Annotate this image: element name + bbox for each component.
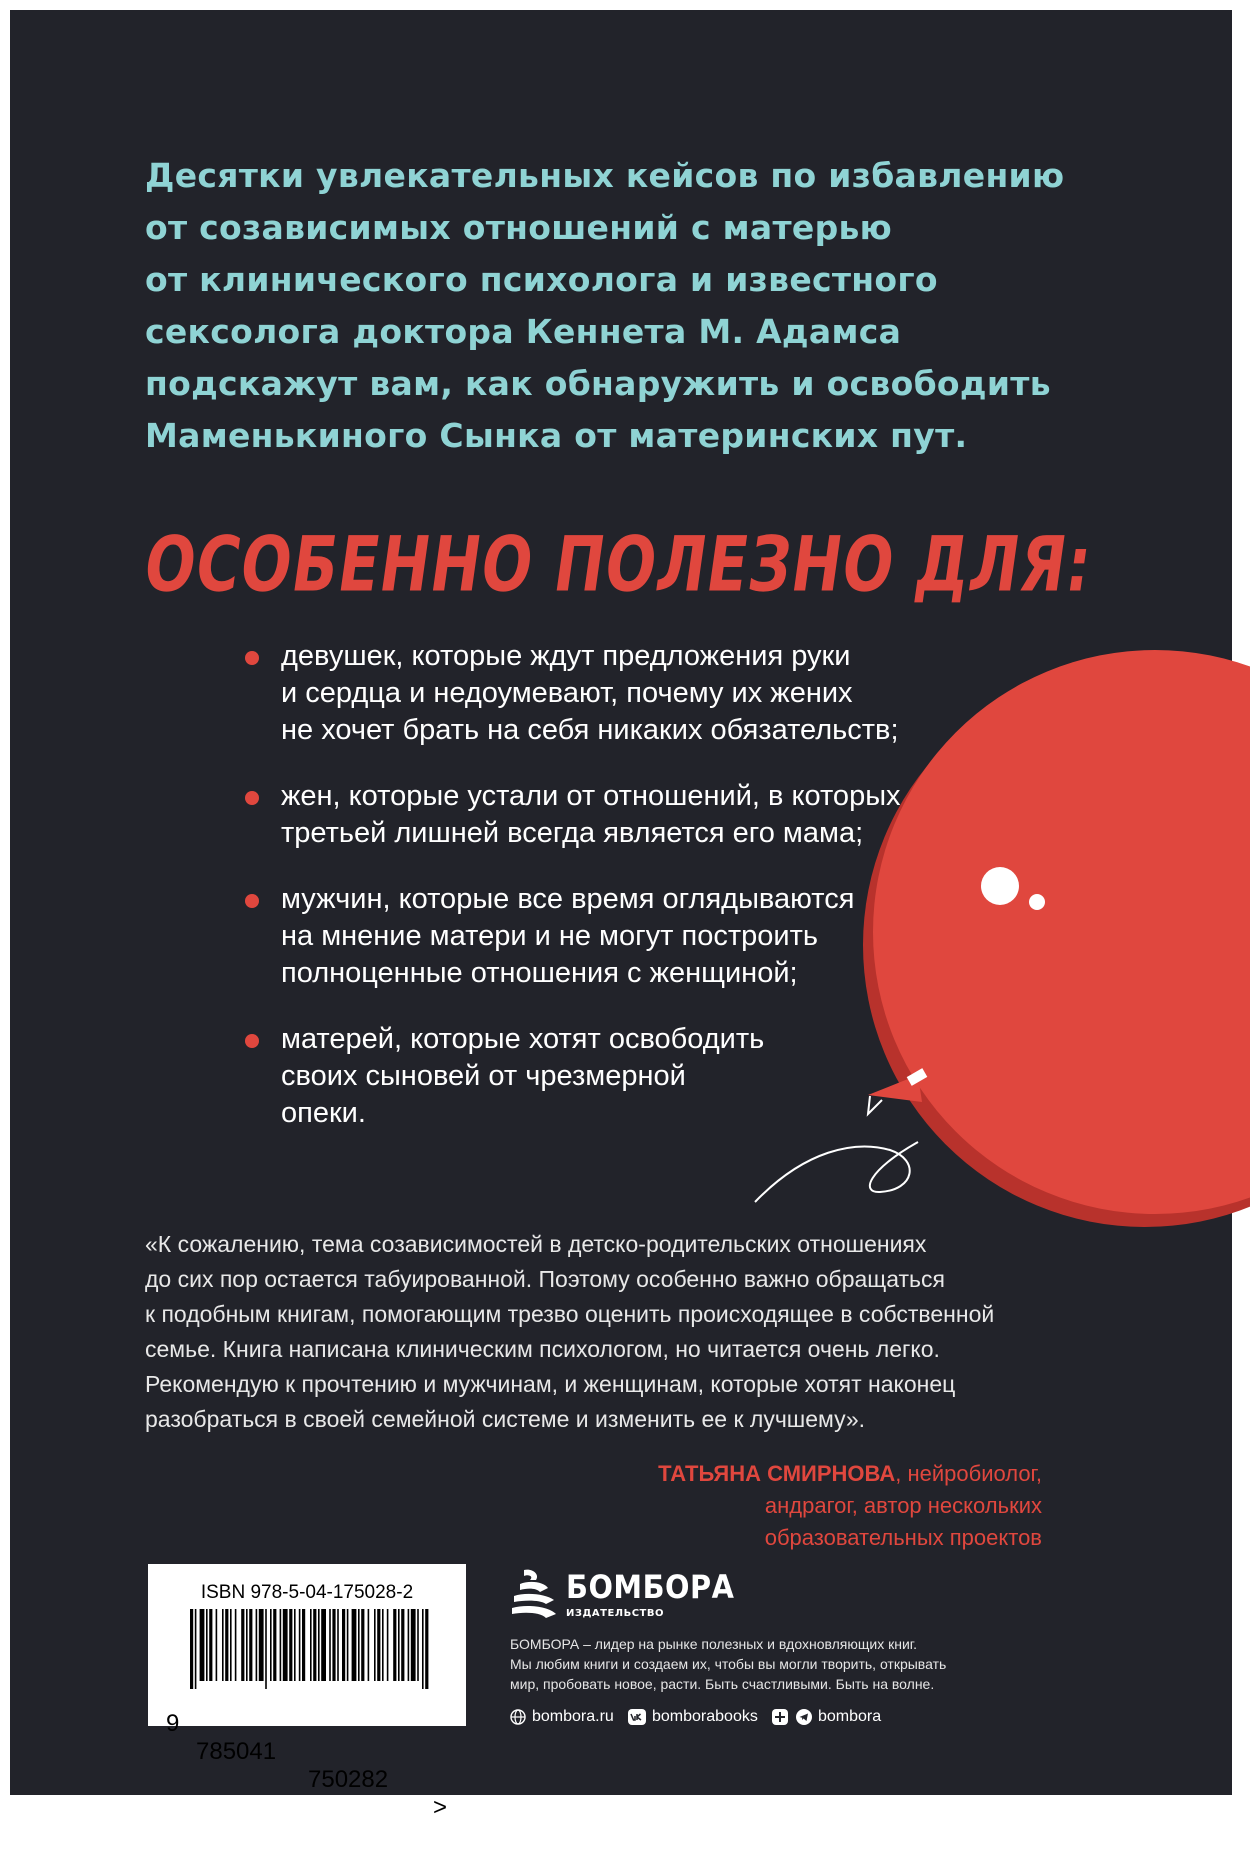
telegram-icon — [796, 1709, 812, 1725]
publisher-description-line: мир, пробовать новое, расти. Быть счастливыми. Быть на волне. — [510, 1676, 935, 1692]
balloon-highlight-large — [981, 867, 1019, 905]
barcode-bar — [374, 1609, 376, 1681]
attribution-role: , нейробиолог, — [895, 1461, 1042, 1486]
barcode-bar — [222, 1609, 224, 1681]
list-item-line: третьей лишней всегда является его мама; — [281, 817, 864, 849]
barcode-bar — [246, 1609, 248, 1681]
isbn-text: ISBN 978-5-04-175028-2 — [200, 1582, 414, 1603]
barcode-bar — [265, 1609, 267, 1689]
social-website[interactable] — [510, 1708, 614, 1726]
list-item-line: на мнение матери и не могут построить — [281, 920, 818, 952]
barcode-bars — [190, 1609, 430, 1689]
barcode-group-1: 785041 — [196, 1738, 277, 1765]
publisher-subtitle: ИЗДАТЕЛЬСТВО — [566, 1608, 664, 1619]
barcode-bar — [398, 1609, 400, 1681]
attribution-name: ТАТЬЯНА СМИРНОВА — [658, 1461, 896, 1486]
barcode-bar — [283, 1609, 288, 1681]
list-item — [245, 638, 1005, 749]
barcode-bar — [294, 1609, 296, 1681]
attribution-line: образовательных проектов — [764, 1525, 1042, 1550]
book-back-cover — [10, 10, 1232, 1821]
list-item-line: мужчин, которые все время оглядываются — [281, 883, 855, 915]
barcode-bar — [313, 1609, 316, 1681]
barcode-end-mark: > — [433, 1794, 448, 1821]
barcode-bar — [332, 1609, 335, 1681]
barcode-bar — [401, 1609, 404, 1681]
balloon-knot-tie — [868, 1096, 882, 1114]
barcode-bar — [352, 1609, 357, 1681]
barcode-bar — [230, 1609, 232, 1681]
barcode-bar — [329, 1609, 331, 1681]
list-item-line: девушек, которые ждут предложения руки — [281, 640, 851, 672]
barcode-bar — [310, 1609, 312, 1681]
barcode-bar — [347, 1609, 349, 1681]
bullet-dot-icon — [245, 791, 259, 805]
barcode-bar — [382, 1609, 384, 1681]
barcode-bar — [425, 1609, 428, 1689]
barcode-bar — [256, 1609, 258, 1681]
barcode-bar — [259, 1609, 264, 1681]
intro-line: сексолога доктора Кеннета М. Адамса — [145, 312, 902, 351]
barcode-bar — [321, 1609, 326, 1681]
publisher-description-line: БОМБОРА – лидер на рынке полезных и вдохновляющих книг. — [510, 1636, 918, 1652]
publisher-logo — [510, 1566, 750, 1626]
bullet-dot-icon — [245, 894, 259, 908]
barcode-bar — [342, 1609, 345, 1681]
intro-line: от клинического психолога и известного — [145, 260, 938, 299]
quote-line: к подобным книгам, помогающим трезво оценить происходящее в собственной — [145, 1301, 995, 1327]
barcode-digits — [148, 1682, 466, 1850]
attribution-line — [658, 1458, 1042, 1490]
list-item-line: своих сыновей от чрезмерной — [281, 1060, 686, 1092]
barcode-bar — [249, 1609, 252, 1681]
balloon-highlight-small — [1029, 894, 1045, 910]
social-vk[interactable] — [628, 1708, 758, 1726]
barcode-bar — [337, 1609, 339, 1681]
social-telegram-label: bombora — [818, 1708, 882, 1725]
barcode-bar — [225, 1609, 228, 1681]
barcode-group-2: 750282 — [308, 1766, 389, 1793]
bullet-dot-icon — [245, 1034, 259, 1048]
barcode-bar — [273, 1609, 276, 1681]
list-item-line: и сердца и недоумевают, почему их жених — [281, 677, 853, 709]
barcode-bar — [289, 1609, 292, 1681]
barcode-bar — [190, 1609, 193, 1689]
quote-attribution — [658, 1458, 1042, 1554]
list-item-line: полноценные отношения с женщиной; — [281, 957, 798, 989]
barcode-bar — [241, 1609, 244, 1681]
publisher-name: БОМБОРА — [566, 1568, 735, 1606]
barcode-bar — [387, 1609, 389, 1681]
barcode-bar — [408, 1609, 410, 1681]
barcode-bar — [280, 1609, 282, 1681]
quote-line: разобраться в своей семейной системе и изменить ее к лучшему». — [145, 1406, 866, 1432]
barcode-bar — [393, 1609, 396, 1681]
quote-line: Рекомендую к прочтению и мужчинам, и женщинам, которые хотят наконец — [145, 1371, 956, 1397]
barcode-bar — [195, 1609, 197, 1689]
social-website-label: bombora.ru — [532, 1708, 614, 1725]
barcode-bar — [209, 1609, 212, 1681]
barcode-bar — [368, 1609, 370, 1681]
barcode-bar — [422, 1609, 424, 1689]
quote-line: до сих пор остается табуированной. Поэтому особенно важно обращаться — [145, 1266, 945, 1292]
list-item-line: жен, которые устали от отношений, в которых — [281, 780, 901, 812]
bombora-logo-icon — [510, 1566, 558, 1622]
barcode-first-digit: 9 — [166, 1710, 180, 1737]
barcode-bar — [377, 1609, 380, 1681]
quote-line: «К сожалению, тема созависимостей в детско-родительских отношениях — [145, 1231, 927, 1257]
barcode-bar — [361, 1609, 364, 1681]
barcode-bar — [200, 1609, 205, 1681]
bullet-dot-icon — [245, 651, 259, 665]
barcode-bar — [417, 1609, 419, 1681]
publisher-socials — [510, 1708, 1030, 1732]
barcode-bar — [216, 1609, 218, 1681]
plus-icon — [772, 1709, 788, 1725]
balloon-illustration — [750, 750, 1250, 1290]
globe-icon — [510, 1709, 526, 1725]
list-item-line: матерей, которые хотят освободить — [281, 1023, 765, 1055]
barcode-bar — [358, 1609, 360, 1681]
social-vk-label: bomborabooks — [652, 1708, 758, 1725]
list-item-line: не хочет брать на себя никаких обязательств; — [281, 714, 899, 746]
intro-paragraph — [145, 150, 1105, 462]
barcode-bar — [235, 1609, 237, 1681]
intro-line: Десятки увлекательных кейсов по избавлению — [145, 156, 1065, 195]
barcode-bar — [206, 1609, 208, 1681]
publisher-description — [510, 1634, 1030, 1694]
barcode-bar — [411, 1609, 416, 1681]
intro-line: подскажут вам, как обнаружить и освободить — [145, 364, 1051, 403]
barcode-bar — [299, 1609, 301, 1681]
balloon-string — [755, 1142, 918, 1202]
publisher-description-line: Мы любим книги и создаем их, чтобы вы могли творить, открывать — [510, 1656, 947, 1672]
intro-line: от созависимых отношений с матерью — [145, 208, 893, 247]
barcode-bar — [270, 1609, 272, 1681]
list-item-line: опеки. — [281, 1097, 366, 1129]
section-heading: ОСОБЕННО ПОЛЕЗНО ДЛЯ: — [138, 520, 1098, 609]
barcode-bar — [302, 1609, 305, 1681]
quote-line: семье. Книга написана клиническим психологом, но читается очень легко. — [145, 1336, 940, 1362]
vk-icon — [628, 1709, 646, 1725]
isbn-barcode — [148, 1564, 466, 1821]
attribution-line: андрагог, автор нескольких — [764, 1493, 1042, 1518]
intro-line: Маменькиного Сынка от материнских пут. — [145, 416, 968, 455]
social-telegram[interactable] — [772, 1708, 881, 1726]
review-quote — [145, 1227, 1045, 1437]
barcode-bar — [318, 1609, 320, 1681]
